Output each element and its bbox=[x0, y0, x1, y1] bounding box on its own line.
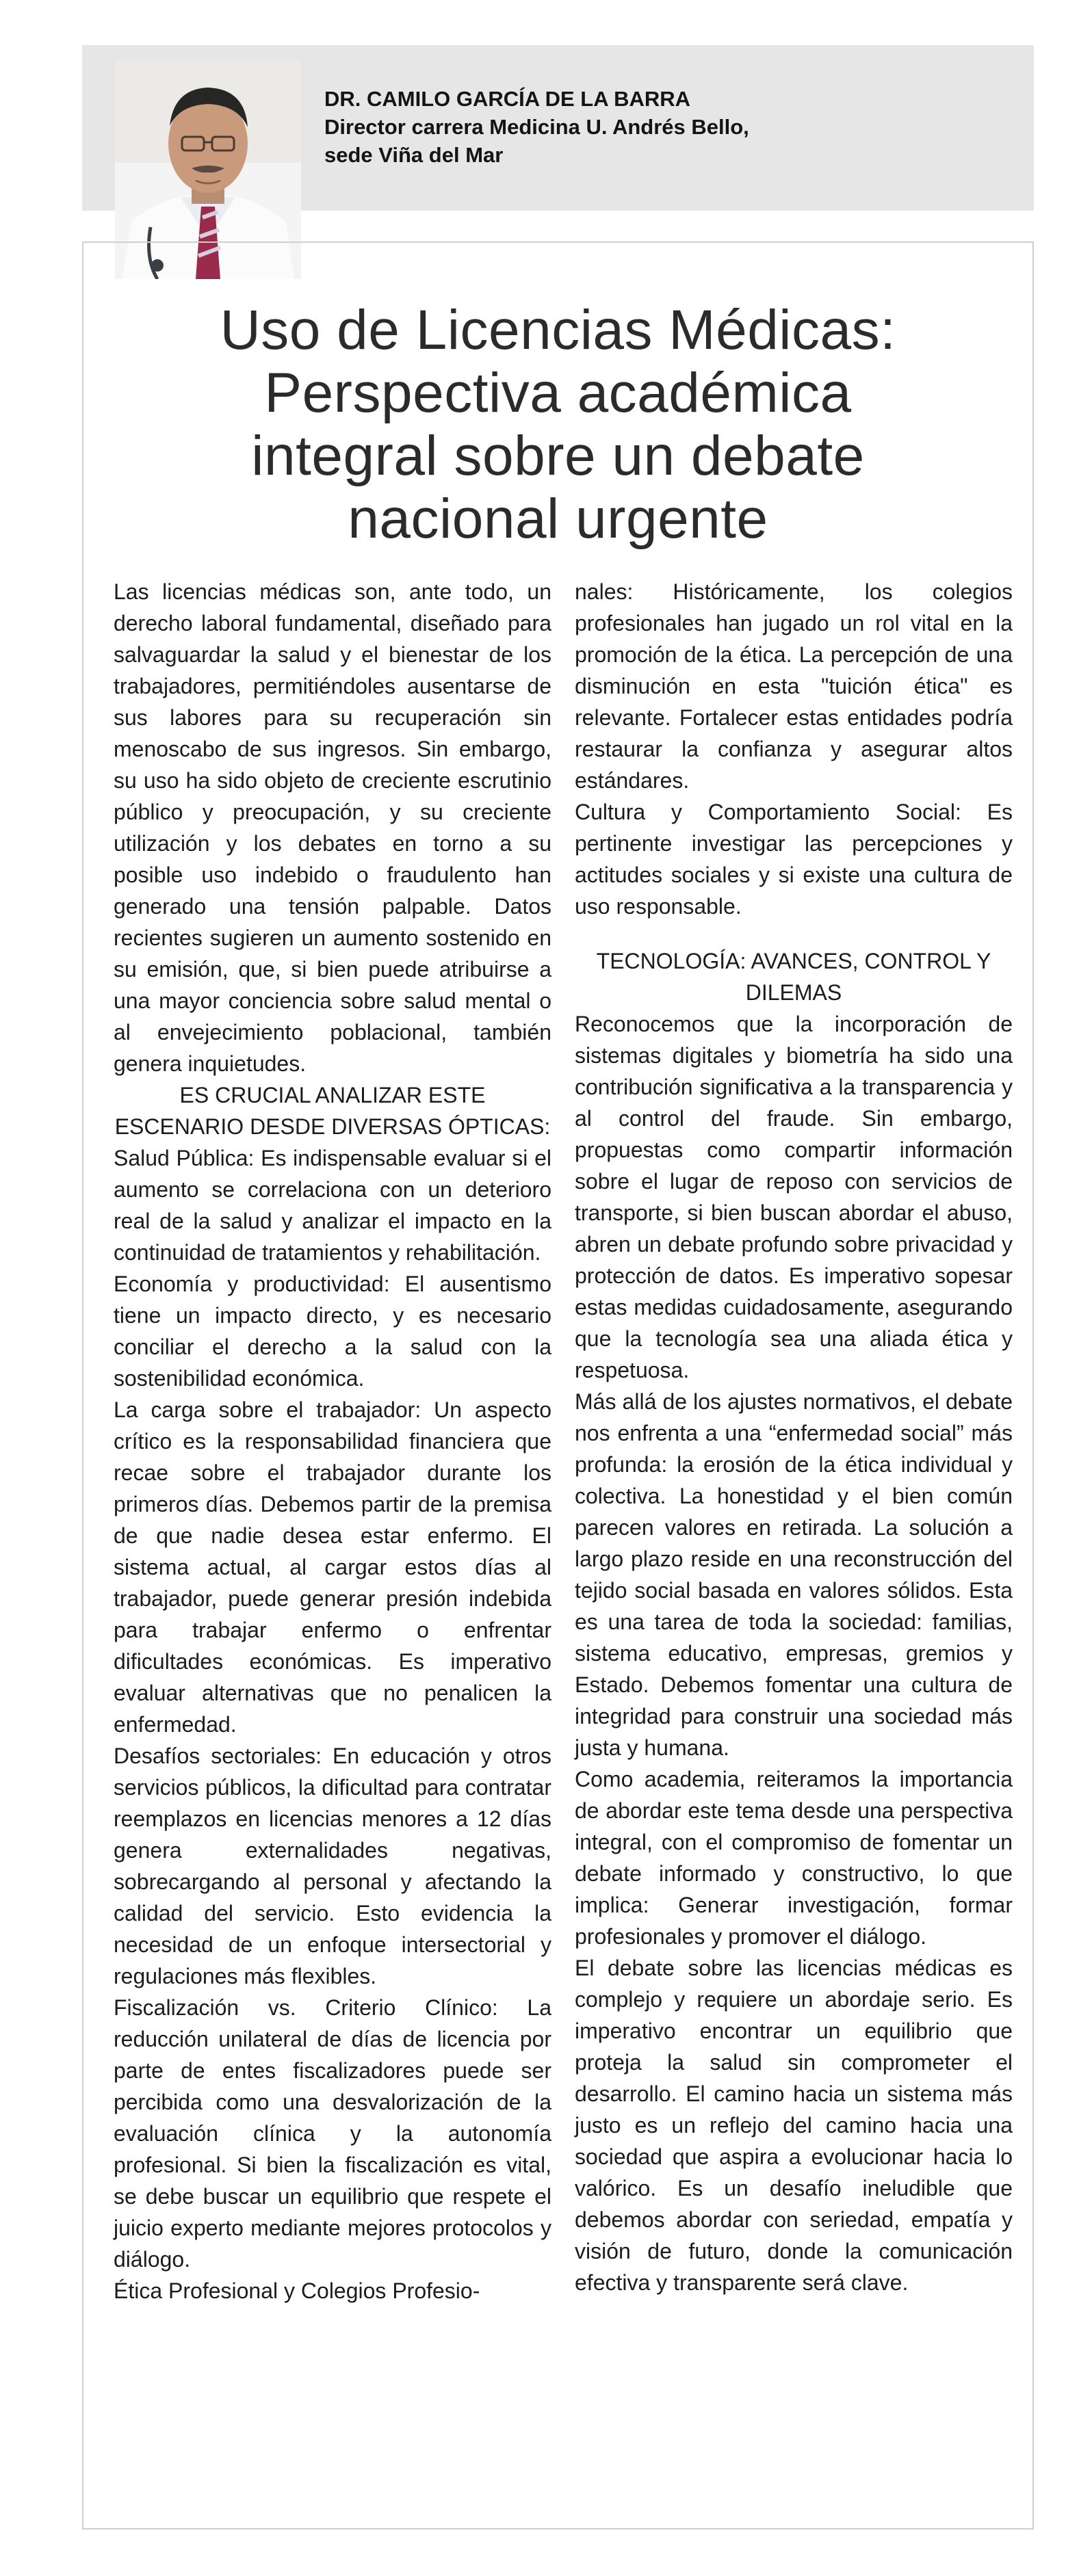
paragraph-etica-start: Ética Profesional y Colegios Profesio- bbox=[114, 2278, 480, 2303]
paragraph-economia: Economía y productividad: El ausentismo tiene un impacto directo, y es necesario conciliar el derecho a la salud con la sostenibilidad económica. bbox=[114, 1272, 551, 1391]
headline-line-3: integral sobre un debate bbox=[251, 425, 865, 487]
paragraph-cierre: El debate sobre las licencias médicas es complejo y requiere un abordaje serio. Es imperativo encontrar un equilibrio que proteja la salud sin comprometer el desarrollo. El camino hacia un sistema más justo es un reflejo del camino hacia una sociedad que aspira a evolucionar hacia lo valórico. Es un desafío ineludible que debemos abordar con seriedad, empatía y visión de futuro, donde la comunicación efectiva y transparente será clave. bbox=[575, 1956, 1013, 2295]
headline-line-2: Perspectiva académica bbox=[264, 362, 852, 424]
paragraph-mas-alla: Más allá de los ajustes normativos, el debate nos enfrenta a una “enfermedad social” más profunda: la erosión de la ética individual y colectiva. La honestidad y el bien común parecen valores en retirada. La solución a largo plazo reside en una reconstrucción del tejido social basada en valores sólidos. Esta es una tarea de toda la sociedad: familias, sistema educativo, empresas, gremios y Estado. Debemos fomentar una cultura de integridad para construir una sociedad más justa y humana. bbox=[575, 1389, 1013, 1760]
right-column bbox=[575, 576, 1013, 2298]
subheading-tecnologia: TECNOLOGÍA: AVANCES, CONTROL Y DILEMAS bbox=[596, 949, 991, 1005]
article-headline bbox=[83, 299, 1032, 551]
author-header bbox=[82, 45, 1034, 211]
author-campus: sede Viña del Mar bbox=[324, 143, 504, 167]
left-column bbox=[114, 576, 551, 2306]
paragraph-etica-end: nales: Históricamente, los colegios profesionales han jugado un rol vital en la promoción de la ética. La percepción de una disminución en esta "tuición ética" es relevante. Fortalecer estas entidades podría restaurar la confianza y asegurar altos estándares. bbox=[575, 579, 1013, 793]
headline-line-1: Uso de Licencias Médicas: bbox=[220, 299, 896, 361]
author-name: DR. CAMILO GARCÍA DE LA BARRA bbox=[324, 87, 691, 111]
headline-line-4: nacional urgente bbox=[348, 488, 768, 550]
author-byline bbox=[324, 85, 749, 169]
paragraph-academia: Como academia, reiteramos la importancia de abordar este tema desde una perspectiva integral, con el compromiso de fomentar un debate informado y constructivo, lo que implica: Generar investigación, formar profesionales y promover el diálogo. bbox=[575, 1767, 1013, 1949]
subheading-opticas: ES CRUCIAL ANALIZAR ESTE ESCENARIO DESDE DIVERSAS ÓPTICAS: bbox=[114, 1083, 551, 1139]
paragraph-fiscalizacion: Fiscalización vs. Criterio Clínico: La reducción unilateral de días de licencia por parte de entes fiscalizadores puede ser percibida como una desvalorización de la evaluación clínica y la autonomía profesional. Si bien la fiscalización es vital, se debe buscar un equilibrio que respete el juicio experto mediante mejores protocolos y diálogo. bbox=[114, 1995, 551, 2272]
paragraph-desafios-sectoriales: Desafíos sectoriales: En educación y otros servicios públicos, la dificultad para contratar reemplazos en licencias menores a 12 días genera externalidades negativas, sobrecargando al personal y afectando la calidad del servicio. Esto evidencia la necesidad de un enfoque intersectorial y regulaciones más flexibles. bbox=[114, 1744, 551, 1988]
paragraph-cultura: Cultura y Comportamiento Social: Es pertinente investigar las percepciones y actitudes sociales y si existe una cultura de uso responsable. bbox=[575, 800, 1013, 919]
paragraph-salud-publica: Salud Pública: Es indispensable evaluar si el aumento se correlaciona con un deterioro real de la salud y analizar el impacto en la continuidad de tratamientos y rehabilitación. bbox=[114, 1146, 551, 1265]
intro-paragraph: Las licencias médicas son, ante todo, un derecho laboral fundamental, diseñado para salvaguardar la salud y el bienestar de los trabajadores, permitiéndoles ausentarse de sus labores para su recuperación sin menoscabo de sus ingresos. Sin embargo, su uso ha sido objeto de creciente escrutinio público y preocupación, y su creciente utilización y los debates en torno a su posible uso indebido o fraudulento han generado una tensión palpable. Datos recientes sugieren un aumento sostenido en su emisión, que, si bien puede atribuirse a una mayor conciencia sobre salud mental o al envejecimiento poblacional, también genera inquietudes. bbox=[114, 579, 551, 1076]
paragraph-carga-trabajador: La carga sobre el trabajador: Un aspecto crítico es la responsabilidad financiera que recae sobre el trabajador durante los primeros días. Debemos partir de la premisa de que nadie desea estar enfermo. El sistema actual, al cargar estos días al trabajador, puede generar presión indebida para trabajar enfermo o enfrentar dificultades económicas. Es imperativo evaluar alternativas que no penalicen la enfermedad. bbox=[114, 1397, 551, 1737]
author-role: Director carrera Medicina U. Andrés Bello, bbox=[324, 115, 749, 139]
article-box bbox=[82, 241, 1034, 2529]
paragraph-tecnologia: Reconocemos que la incorporación de sistemas digitales y biometría ha sido una contribución significativa a la transparencia y al control del fraude. Sin embargo, propuestas como compartir información sobre el lugar de reposo con servicios de transporte, si bien buscan abordar el abuso, abren un debate profundo sobre privacidad y protección de datos. Es imperativo sopesar estas medidas cuidadosamente, asegurando que la tecnología sea una aliada ética y respetuosa. bbox=[575, 1012, 1013, 1382]
